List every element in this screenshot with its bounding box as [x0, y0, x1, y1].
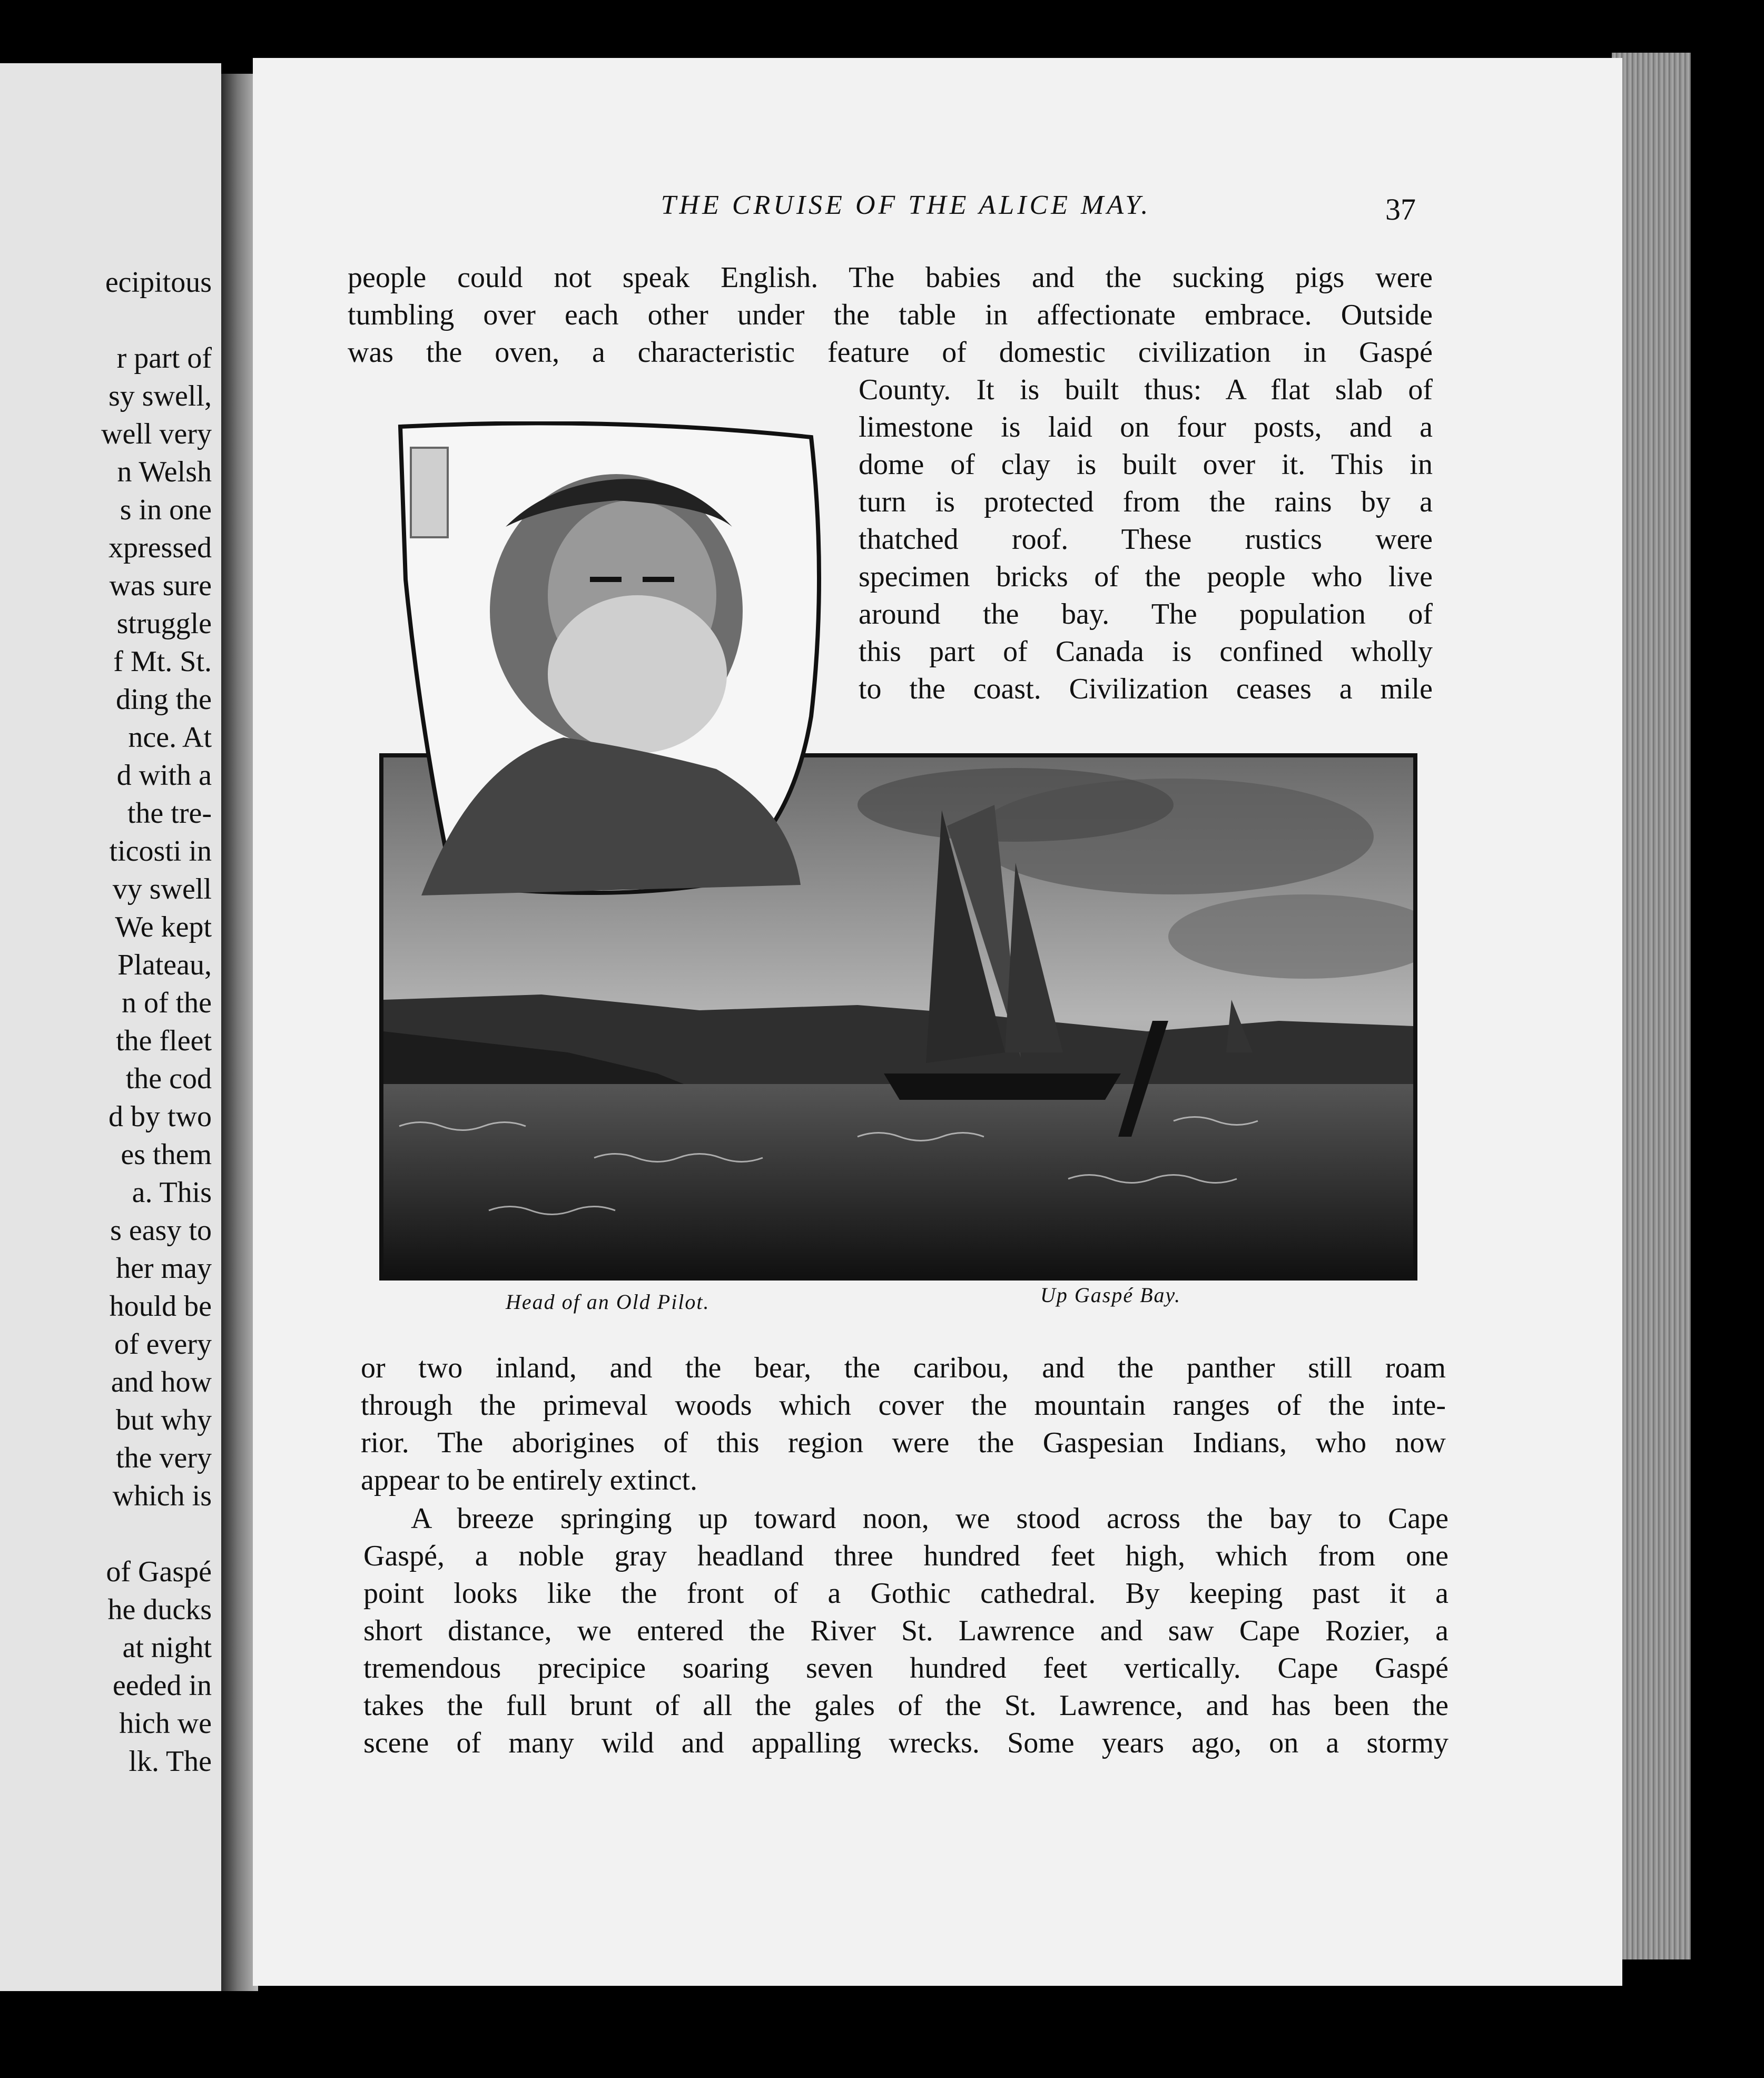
text-line: rior. The aborigines of this region were the Gaspesian Indians, who now — [361, 1426, 1446, 1459]
top-paragraph — [348, 259, 1433, 371]
left-line: was sure — [109, 569, 212, 602]
ornament-icon — [411, 448, 448, 537]
left-line: the cod — [125, 1062, 212, 1095]
left-line: s in one — [120, 494, 212, 526]
left-line: d with a — [116, 759, 212, 792]
left-line: of every — [114, 1328, 212, 1361]
text-line: limestone is laid on four posts, and a — [859, 411, 1433, 444]
text-line: turn is protected from the rains by a — [859, 486, 1433, 518]
text-line: tremendous precipice soaring seven hundred feet vertically. Cape Gaspé — [363, 1652, 1448, 1685]
left-line: lk. The — [129, 1745, 212, 1778]
text-line: people could not speak English. The babies and the sucking pigs were — [348, 261, 1433, 294]
left-line: xpressed — [109, 531, 212, 564]
text-line: A breeze springing up toward noon, we stood across the bay to Cape — [411, 1502, 1448, 1535]
text-line: County. It is built thus: A flat slab of — [859, 373, 1433, 406]
left-line: f Mt. St. — [113, 645, 212, 678]
left-line: hould be — [109, 1290, 212, 1323]
left-page — [0, 63, 221, 1991]
text-line: point looks like the front of a Gothic cathedral. By keeping past it a — [363, 1577, 1448, 1610]
left-line: We kept — [115, 911, 212, 943]
text-line: specimen bricks of the people who live — [859, 560, 1433, 593]
text-line: appear to be entirely extinct. — [361, 1464, 698, 1496]
left-line: he ducks — [107, 1593, 212, 1626]
left-line — [0, 301, 212, 339]
text-line: takes the full brunt of all the gales of the St. Lawrence, and has been the — [363, 1689, 1448, 1722]
left-line: hich we — [119, 1707, 212, 1740]
left-line: a. This — [132, 1176, 212, 1209]
left-line: which is — [112, 1480, 212, 1512]
text-line: through the primeval woods which cover the mountain ranges of the inte- — [361, 1389, 1446, 1422]
text-line: scene of many wild and appalling wrecks. Some years ago, on a stormy — [363, 1727, 1448, 1759]
text-line: Gaspé, a noble gray headland three hundred feet high, which from one — [363, 1540, 1448, 1572]
running-header: THE CRUISE OF THE ALICE MAY. — [661, 190, 1151, 220]
left-line: n Welsh — [117, 456, 212, 488]
text-line: or two inland, and the bear, the caribou, and the panther still roam — [361, 1352, 1446, 1384]
side-paragraph — [859, 371, 1433, 708]
page-edge — [1612, 53, 1691, 1959]
left-line — [0, 1515, 212, 1553]
left-line: n of the — [121, 987, 212, 1019]
left-line: sy swell, — [109, 380, 212, 412]
left-line: the very — [116, 1442, 212, 1474]
left-line: her may — [116, 1252, 212, 1285]
caption-old-pilot: Head of an Old Pilot. — [506, 1290, 710, 1314]
left-line: es them — [121, 1138, 212, 1171]
old-pilot-portrait — [390, 421, 827, 901]
left-line: at night — [122, 1631, 212, 1664]
text-line: dome of clay is built over it. This in — [859, 448, 1433, 481]
paragraph-continue — [361, 1350, 1446, 1499]
text-line: short distance, we entered the River St. Lawrence and saw Cape Rozier, a — [363, 1614, 1448, 1647]
text-line: thatched roof. These rustics were — [859, 523, 1433, 556]
left-line: ecipitous — [105, 266, 212, 299]
left-line: s easy to — [110, 1214, 212, 1247]
left-line: Plateau, — [117, 949, 212, 981]
left-line: r part of — [116, 342, 212, 375]
left-line: well very — [101, 418, 212, 450]
left-line: ticosti in — [109, 835, 212, 868]
left-line: struggle — [116, 607, 212, 640]
text-line: was the oven, a characteristic feature of domestic civilization in Gaspé — [348, 336, 1433, 369]
left-page-text — [0, 263, 212, 1780]
left-line: but why — [116, 1404, 212, 1436]
page-number: 37 — [1385, 192, 1416, 226]
left-line: d by two — [109, 1100, 212, 1133]
text-line: to the coast. Civilization ceases a mile — [859, 673, 1433, 705]
text-line: tumbling over each other under the table in affectionate embrace. Outside — [348, 299, 1433, 331]
left-line: vy swell — [112, 873, 212, 905]
left-line: eeded in — [112, 1669, 212, 1702]
left-line: of Gaspé — [106, 1555, 212, 1588]
left-line: nce. At — [128, 721, 212, 754]
text-line: this part of Canada is confined wholly — [859, 635, 1433, 668]
left-line: the tre- — [127, 797, 212, 830]
caption-gaspe-bay: Up Gaspé Bay. — [1040, 1283, 1181, 1307]
left-line: and how — [111, 1366, 212, 1399]
text-line: around the bay. The population of — [859, 598, 1433, 631]
left-line: the fleet — [116, 1025, 212, 1057]
paragraph-next — [363, 1500, 1448, 1762]
left-line: ding the — [116, 683, 212, 716]
